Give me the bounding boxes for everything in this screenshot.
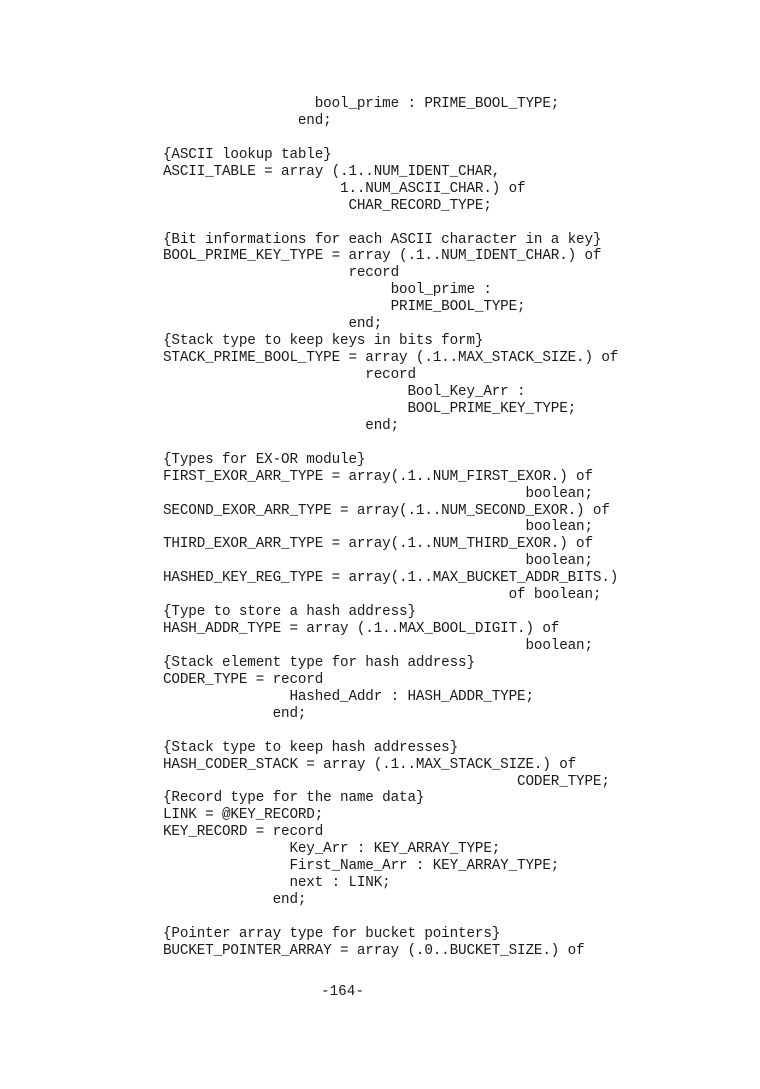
code-line: {Stack type to keep keys in bits form} (163, 333, 484, 350)
code-line: STACK_PRIME_BOOL_TYPE = array (.1..MAX_STACK_SIZE.) of (163, 350, 619, 367)
code-line (163, 435, 618, 452)
code-line: end; (163, 112, 332, 129)
code-line (163, 215, 618, 232)
code-line: bool_prime : PRIME_BOOL_TYPE; (163, 96, 560, 112)
code-line: BOOL_PRIME_KEY_TYPE; (163, 400, 577, 417)
code-line: Bool_Key_Arr : (163, 383, 526, 400)
code-line (163, 909, 618, 926)
code-line: KEY_RECORD = record (163, 824, 324, 841)
code-line: boolean; (163, 553, 593, 570)
code-line: THIRD_EXOR_ARR_TYPE = array(.1..NUM_THIRD_EXOR.) of (163, 536, 593, 553)
code-line: end; (163, 417, 400, 434)
code-line: {Bit informations for each ASCII character in a key} (163, 231, 602, 248)
code-line: end; (163, 892, 307, 909)
code-line: Key_Arr : KEY_ARRAY_TYPE; (163, 841, 501, 858)
code-line: {Pointer array type for bucket pointers} (163, 925, 501, 942)
code-line: boolean; (163, 519, 593, 536)
code-line: PRIME_BOOL_TYPE; (163, 299, 526, 316)
code-line: {Stack type to keep hash addresses} (163, 739, 459, 756)
code-line: BOOL_PRIME_KEY_TYPE = array (.1..NUM_IDENT_CHAR.) of (163, 248, 602, 265)
code-line: BUCKET_POINTER_ARRAY = array (.0..BUCKET_SIZE.) of (163, 942, 585, 959)
code-line (163, 723, 618, 740)
code-line: CODER_TYPE = record (163, 671, 324, 688)
code-line: ASCII_TABLE = array (.1..NUM_IDENT_CHAR, (163, 163, 501, 180)
code-line: First_Name_Arr : KEY_ARRAY_TYPE; (163, 858, 560, 875)
code-line: Hashed_Addr : HASH_ADDR_TYPE; (163, 688, 534, 705)
code-line: {Stack element type for hash address} (163, 654, 475, 671)
code-line: {Record type for the name data} (163, 790, 425, 807)
code-line: record (163, 265, 400, 282)
page-number: -164- (321, 984, 364, 1000)
code-line: HASH_ADDR_TYPE = array (.1..MAX_BOOL_DIGIT.) of (163, 621, 560, 638)
code-line: CHAR_RECORD_TYPE; (163, 197, 492, 214)
code-line (163, 130, 618, 147)
code-line: boolean; (163, 638, 593, 654)
code-line: record (163, 367, 416, 383)
code-line: 1..NUM_ASCII_CHAR.) of (163, 180, 526, 197)
code-line: {ASCII lookup table} (163, 146, 332, 163)
code-line: FIRST_EXOR_ARR_TYPE = array(.1..NUM_FIRST_EXOR.) of (163, 468, 593, 485)
code-line: {Types for EX-OR module} (163, 451, 366, 468)
code-line: of boolean; (163, 587, 602, 604)
code-line: boolean; (163, 485, 593, 502)
code-line: end; (163, 316, 383, 333)
code-line: end; (163, 705, 307, 722)
code-line: CODER_TYPE; (163, 773, 610, 790)
code-line: {Type to store a hash address} (163, 604, 416, 621)
code-line: HASH_CODER_STACK = array (.1..MAX_STACK_SIZE.) of (163, 756, 577, 773)
code-line: LINK = @KEY_RECORD; (163, 807, 324, 824)
code-line: SECOND_EXOR_ARR_TYPE = array(.1..NUM_SECOND_EXOR.) of (163, 502, 610, 519)
code-listing (163, 96, 618, 960)
code-line: HASHED_KEY_REG_TYPE = array(.1..MAX_BUCKET_ADDR_BITS.) (163, 570, 619, 587)
code-line: next : LINK; (163, 875, 391, 892)
code-line: bool_prime : (163, 282, 492, 299)
